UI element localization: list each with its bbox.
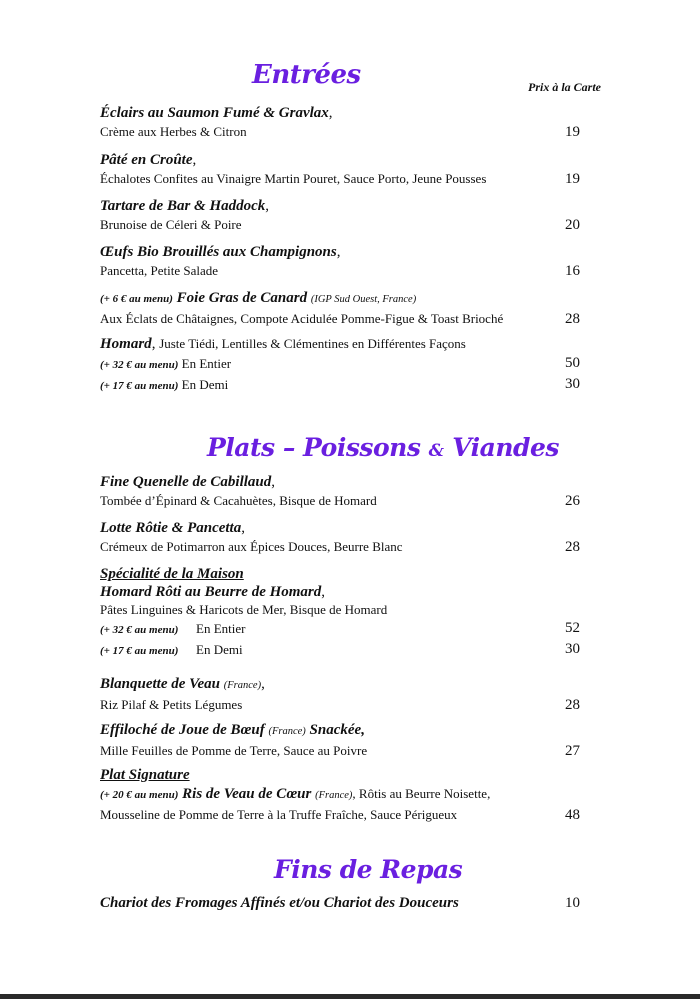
dish-description: Tombée d’Épinard & Cacahuètes, Bisque de Homard (100, 493, 377, 508)
dish-price: 28 (565, 311, 580, 327)
menu-item-eclairs-saumon (100, 103, 590, 141)
dish-name: Tartare de Bar & Haddock (100, 198, 266, 214)
section-title-entrees: Entrées (252, 60, 361, 90)
portion-label: En Demi (181, 377, 229, 392)
signature-tag: Plat Signature (100, 767, 190, 783)
dish-description: Brunoise de Céleri & Poire (100, 217, 242, 232)
comma: , (241, 520, 245, 536)
dish-price: 28 (565, 539, 580, 555)
dish-price: 27 (565, 743, 580, 759)
price-column-header: Prix à la Carte (528, 80, 602, 94)
dish-price: 50 (565, 355, 580, 371)
menu-item-tartare-bar (100, 196, 590, 234)
dish-name: Effiloché de Joue de Bœuf (100, 722, 265, 738)
dish-price: 28 (565, 697, 580, 713)
comma: , (328, 105, 333, 121)
dish-name: Œufs Bio Brouillés aux Champignons (100, 244, 337, 260)
dish-description: Mousseline de Pomme de Terre à la Truffe Fraîche, Sauce Périgueux (100, 807, 458, 822)
dish-description-inline: , Rôtis au Beurre Noisette, (352, 786, 491, 801)
bottom-bar (0, 994, 700, 999)
dish-name: Blanquette de Veau (100, 676, 221, 692)
menu-item-chariot (100, 893, 590, 913)
dish-name: Lotte Rôtie & Pancetta (100, 520, 242, 536)
menu-item-lotte-rotie (100, 518, 590, 556)
dish-name: Éclairs au Saumon Fumé & Gravlax (100, 105, 329, 121)
comma: , (192, 152, 197, 168)
specialty-tag: Spécialité de la Maison (100, 566, 244, 582)
menu-supplement: (+ 32 € au menu) (100, 359, 179, 371)
ampersand: & (428, 441, 444, 461)
dish-price: 48 (565, 807, 580, 823)
portion-label: En Demi (196, 642, 243, 657)
dish-name: Ris de Veau de Cœur (182, 786, 312, 802)
menu-supplement: (+ 32 € au menu) (100, 624, 179, 636)
dish-description: Riz Pilaf & Petits Légumes (100, 697, 243, 712)
dish-name-tail: Snackée, (309, 722, 365, 738)
menu-item-pate-en-croute (100, 150, 590, 188)
menu-item-foie-gras (100, 288, 590, 328)
dish-price: 30 (565, 376, 580, 392)
dish-description: Pâtes Linguines & Haricots de Mer, Bisque de Homard (100, 602, 388, 617)
menu-supplement: (+ 17 € au menu) (100, 380, 179, 392)
dish-description: Juste Tiédi, Lentilles & Clémentines en Différentes Façons (159, 336, 466, 351)
dish-price: 19 (565, 124, 580, 140)
portion-label: En Entier (196, 621, 246, 636)
dish-origin: (France) (315, 790, 353, 801)
dish-description: Échalotes Confites au Vinaigre Martin Pouret, Sauce Porto, Jeune Pousses (100, 171, 487, 186)
menu-supplement: (+ 6 € au menu) (100, 293, 173, 305)
menu-supplement: (+ 17 € au menu) (100, 645, 179, 657)
dish-description: Crémeux de Potimarron aux Épices Douces, Beurre Blanc (100, 539, 403, 554)
dish-price: 52 (565, 620, 580, 636)
menu-item-quenelle-cabillaud (100, 472, 590, 510)
menu-item-oeufs-brouilles (100, 242, 590, 280)
dish-name: Pâté en Croûte (100, 152, 193, 168)
comma: , (265, 198, 270, 214)
dish-price: 20 (565, 217, 580, 233)
section-title-part: Plats – Poissons (207, 433, 421, 462)
dish-price: 10 (565, 895, 580, 911)
section-title-plats (207, 433, 559, 462)
dish-name: Homard Rôti au Beurre de Homard (100, 584, 322, 600)
dish-price: 30 (565, 641, 580, 657)
menu-item-blanquette-veau (100, 674, 590, 714)
menu-supplement: (+ 20 € au menu) (100, 789, 179, 801)
dish-name: Homard (100, 336, 152, 352)
dish-origin: (France) (268, 726, 306, 737)
dish-price: 26 (565, 493, 580, 509)
portion-label: En Entier (181, 356, 232, 371)
comma: , (336, 244, 341, 260)
dish-price: 16 (565, 263, 580, 279)
section-title-fins: Fins de Repas (274, 855, 463, 884)
dish-name: Foie Gras de Canard (176, 290, 308, 306)
menu-item-homard-roti (100, 565, 590, 661)
dish-price: 19 (565, 171, 580, 187)
dish-description: Pancetta, Petite Salade (100, 263, 219, 278)
dish-description: Mille Feuilles de Pomme de Terre, Sauce au Poivre (100, 743, 368, 758)
dish-origin: (IGP Sud Ouest, France) (310, 294, 417, 305)
menu-item-ris-de-veau (100, 766, 590, 824)
comma: , (261, 676, 265, 692)
dish-origin: (France) (223, 680, 262, 691)
dish-name: Chariot des Fromages Affinés et/ou Chariot des Douceurs (100, 895, 459, 911)
section-title-part: Viandes (452, 433, 559, 462)
comma: , (321, 584, 326, 600)
dish-description: Crème aux Herbes & Citron (100, 124, 247, 139)
dish-description: Aux Éclats de Châtaignes, Compote Acidulée Pomme-Figue & Toast Brioché (100, 311, 504, 326)
dish-name: Fine Quenelle de Cabillaud (100, 474, 272, 490)
comma: , (151, 336, 156, 352)
menu-item-homard (100, 334, 590, 396)
comma: , (271, 474, 276, 490)
menu-item-joue-boeuf (100, 720, 590, 760)
